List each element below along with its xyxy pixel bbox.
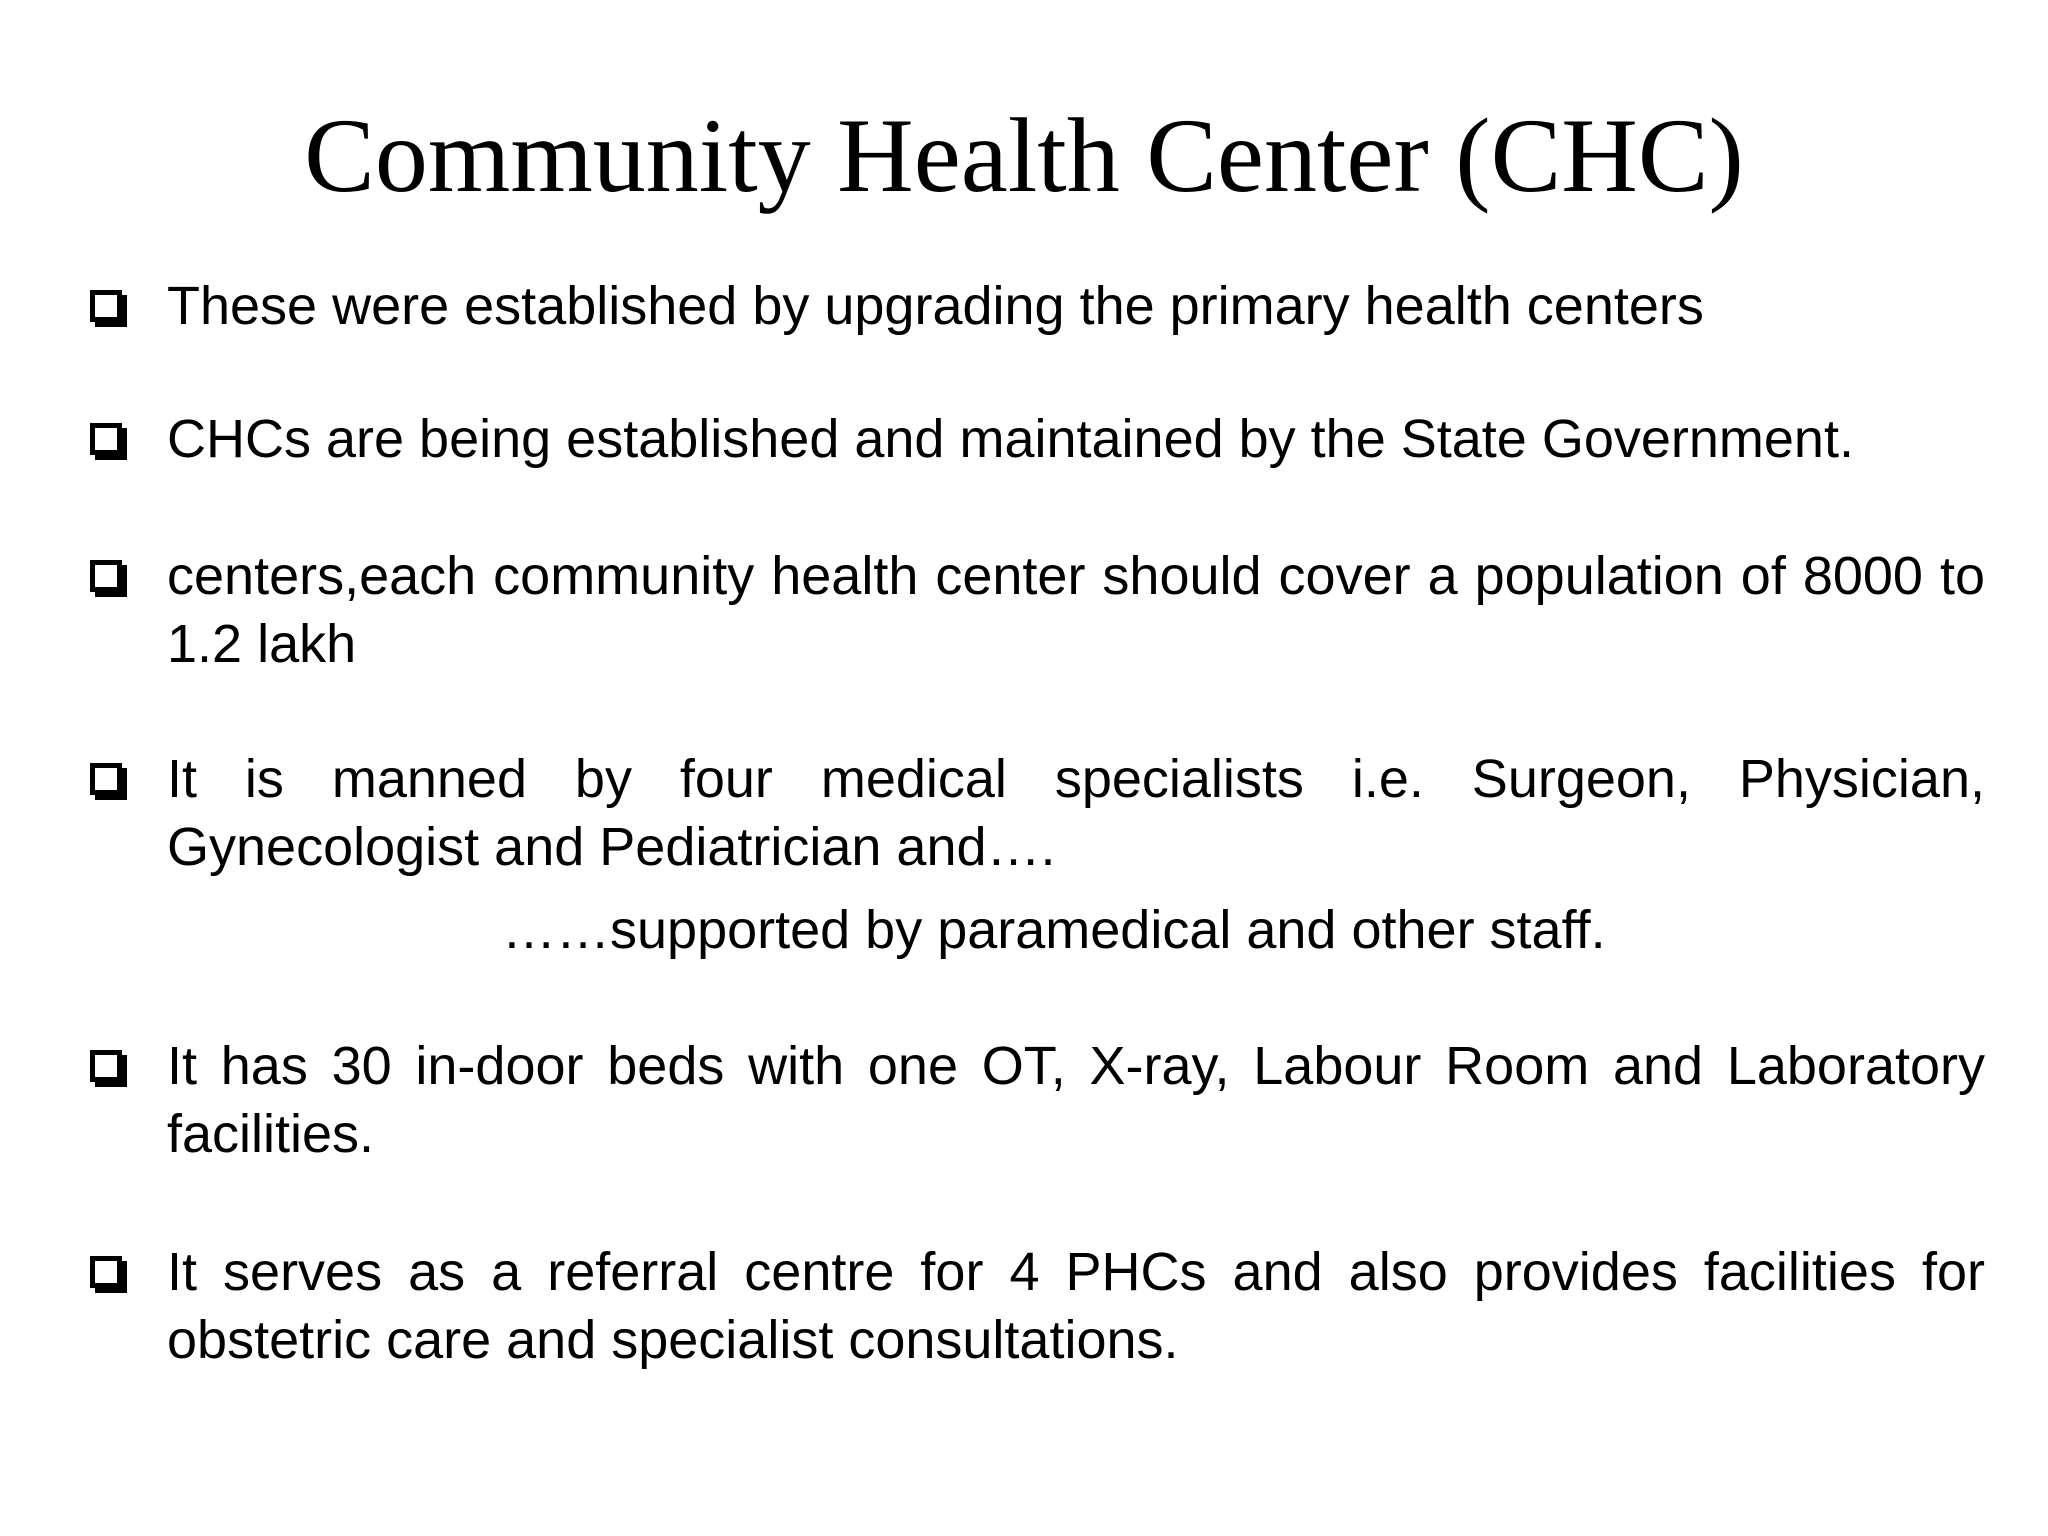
- bullet-item: [90, 405, 1985, 473]
- bullet-text: It serves as a referral centre for 4 PHCs and also provides facilities for obstetric care and specialist consultations.: [167, 1242, 1985, 1370]
- hollow-square-bullet-icon: [90, 290, 122, 322]
- hollow-square-bullet-icon: [90, 1256, 122, 1288]
- bullet-text: centers,each community health center should cover a population of 8000 to 1.2 lakh: [167, 546, 1985, 674]
- hollow-square-bullet-icon: [90, 1050, 122, 1082]
- bullet-item: [90, 272, 1985, 340]
- bullet-item: [90, 542, 1985, 678]
- slide-title: Community Health Center (CHC): [304, 97, 1744, 214]
- bullet-item: [90, 745, 1985, 881]
- bullet-continuation-text: ……supported by paramedical and other staff.: [502, 900, 1606, 960]
- hollow-square-bullet-icon: [90, 560, 122, 592]
- bullet-text: These were established by upgrading the primary health centers: [167, 276, 1704, 336]
- bullet-item: [90, 1238, 1985, 1374]
- bullet-item: [90, 1032, 1985, 1168]
- hollow-square-bullet-icon: [90, 763, 122, 795]
- bullet-text: It has 30 in-door beds with one OT, X-ray, Labour Room and Laboratory facilities.: [167, 1036, 1985, 1164]
- hollow-square-bullet-icon: [90, 423, 122, 455]
- bullet-text: It is manned by four medical specialists i.e. Surgeon, Physician, Gynecologist and Pediatrician and….: [167, 749, 1985, 877]
- bullet-text: CHCs are being established and maintained by the State Government.: [167, 409, 1854, 469]
